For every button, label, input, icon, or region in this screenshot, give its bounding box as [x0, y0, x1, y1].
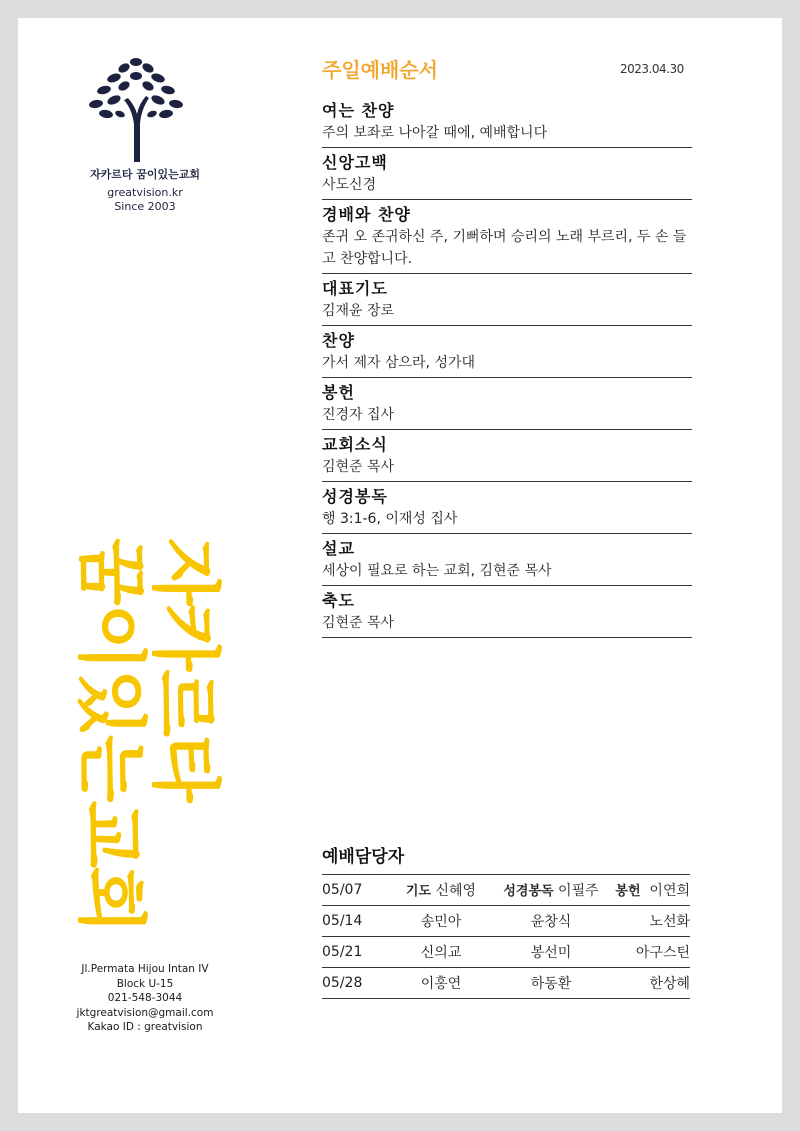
staff-name: 봉선미: [530, 945, 572, 961]
order-item: [322, 586, 692, 638]
order-item-heading: 봉헌: [322, 383, 355, 402]
staff-row: [322, 906, 690, 937]
staff-name: 한상혜: [649, 976, 690, 992]
staff-cell: [384, 880, 498, 900]
tree-logo-icon: [84, 54, 188, 162]
order-item-heading: 교회소식: [322, 435, 388, 454]
order-item-heading: 대표기도: [322, 279, 388, 298]
staff-name: 신의교: [420, 945, 462, 961]
order-item-heading: 경배와 찬양: [322, 205, 411, 224]
vertical-title-line2: 꿈이있는교회: [70, 538, 152, 932]
order-item: [322, 200, 692, 274]
church-since: Since 2003: [114, 200, 176, 213]
order-item-heading: 신앙고백: [322, 153, 388, 172]
order-item-detail: 가서 제자 삼으라, 성가대: [322, 355, 476, 371]
staff-name: 아구스틴: [635, 945, 690, 961]
staff-name: 윤창식: [530, 914, 572, 930]
staff-name: 하동환: [530, 976, 572, 992]
order-item-heading: 여는 찬양: [322, 101, 395, 120]
vertical-title-line1: 자카르타: [144, 538, 226, 801]
staff-row: [322, 937, 690, 968]
vertical-church-title: [62, 538, 226, 958]
address-line2: Block U-15: [116, 977, 174, 990]
contact-block: [40, 962, 250, 1035]
church-website: greatvision.kr: [107, 186, 183, 199]
role-label: 성경봉독: [503, 884, 554, 899]
order-item-heading: 축도: [322, 591, 355, 610]
staff-name: 이연희: [649, 883, 690, 899]
order-item-detail: 세상이 필요로 하는 교회, 김현준 목사: [322, 563, 552, 579]
order-item: [322, 274, 692, 326]
order-item-detail: 사도신경: [322, 177, 377, 193]
staff-name: 신혜영: [435, 883, 477, 899]
phone: 021-548-3044: [107, 992, 183, 1004]
staff-name: 이홍연: [420, 976, 462, 992]
staff-name: 이필주: [558, 883, 599, 899]
order-item: [322, 430, 692, 482]
order-item-heading: 찬양: [322, 331, 355, 350]
staff-row: [322, 875, 690, 906]
staff-date: 05/21: [322, 944, 363, 960]
role-label: 기도: [405, 884, 432, 899]
church-website-block: [50, 186, 240, 214]
staff-name: 송민아: [420, 914, 462, 930]
staff-date: 05/14: [322, 913, 363, 929]
order-item-heading: 설교: [322, 539, 355, 558]
service-order-list: [322, 96, 692, 638]
staff-cell: [604, 880, 690, 900]
staff-cell: [498, 880, 604, 900]
order-item-detail: 행 3:1-6, 이재성 집사: [322, 511, 458, 527]
order-item-detail: 김재윤 장로: [322, 303, 395, 319]
staff-table: [322, 874, 690, 999]
staff-date: 05/07: [322, 882, 363, 898]
order-item-heading: 성경봉독: [322, 487, 388, 506]
order-item-detail: 주의 보좌로 나아갈 때에, 예배합니다: [322, 125, 548, 141]
role-label: 봉헌: [615, 884, 641, 899]
order-title: 주일예배순서: [322, 58, 438, 82]
staff-title: 예배담당자: [322, 847, 405, 867]
order-item: [322, 148, 692, 200]
kakao-id: Kakao ID : greatvision: [87, 1021, 203, 1033]
order-item-detail: 진경자 집사: [322, 407, 395, 423]
email: jktgreatvision@gmail.com: [76, 1006, 214, 1019]
order-item: [322, 482, 692, 534]
staff-name: 노선화: [649, 914, 690, 930]
church-name: 자카르타 꿈이있는교회: [89, 168, 201, 181]
address-line1: Jl.Permata Hijou Intan IV: [81, 963, 209, 975]
staff-date: 05/28: [322, 975, 363, 991]
order-item-detail: 김현준 목사: [322, 615, 395, 631]
order-item-detail: 김현준 목사: [322, 459, 395, 475]
order-item: [322, 96, 692, 148]
order-item: [322, 326, 692, 378]
order-item: [322, 378, 692, 430]
order-item-detail: 존귀 오 존귀하신 주, 기뻐하며 승리의 노래 부르리, 두 손 들고 찬양합니다.: [322, 229, 687, 267]
order-item: [322, 534, 692, 586]
staff-row: [322, 968, 690, 999]
service-date: 2023.04.30: [620, 62, 684, 76]
